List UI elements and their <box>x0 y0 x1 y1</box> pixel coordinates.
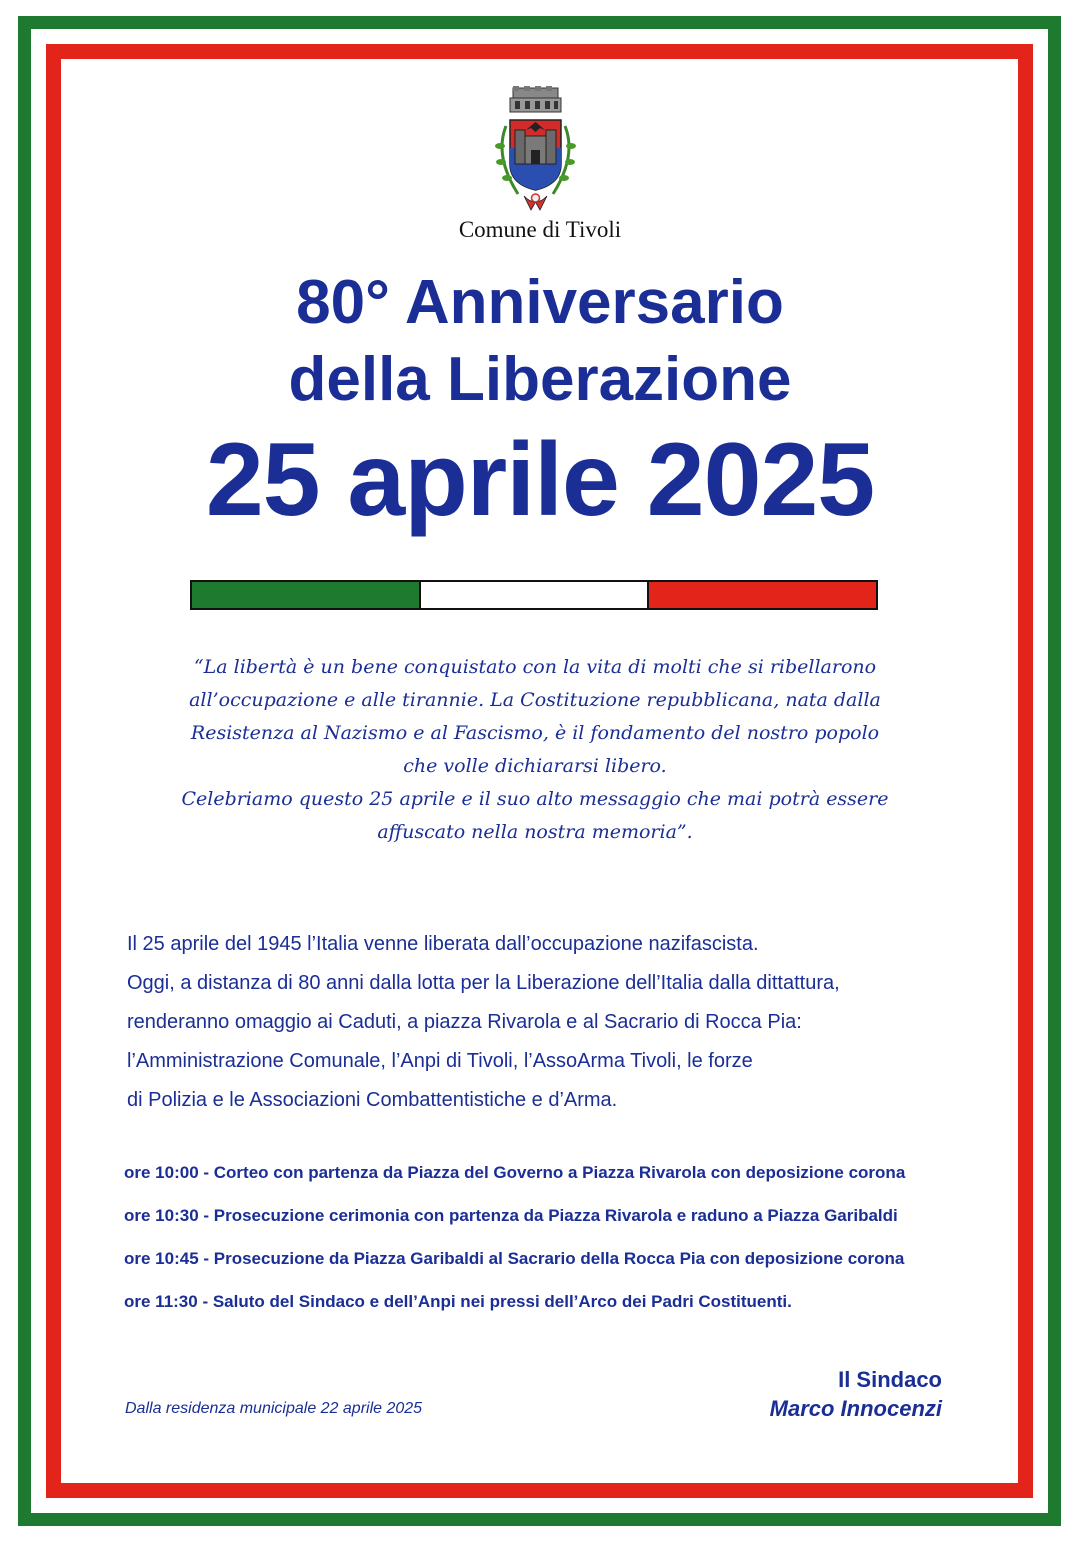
coat-of-arms-icon <box>488 86 583 216</box>
schedule-item: ore 10:00 - Corteo con partenza da Piazza del Governo a Piazza Rivarola con deposizione corona <box>124 1163 906 1182</box>
body-line: di Polizia e le Associazioni Combattentistiche e d’Arma. <box>127 1089 618 1111</box>
quote-line: Celebriamo questo 25 aprile e il suo alto messaggio che mai potrà essere <box>181 788 889 810</box>
signature-name: Marco Innocenzi <box>769 1396 942 1421</box>
schedule-item: ore 10:30 - Prosecuzione cerimonia con partenza da Piazza Rivarola e raduno a Piazza Garibaldi <box>124 1206 898 1225</box>
flag-white-band <box>419 582 650 608</box>
announcement-body <box>127 925 945 1120</box>
issue-date: Dalla residenza municipale 22 aprile 2025 <box>125 1400 423 1417</box>
italian-flag-bar <box>190 580 878 610</box>
body-line: Oggi, a distanza di 80 anni dalla lotta per la Liberazione dell’Italia dalla dittattura, <box>127 972 840 994</box>
signature-title: Il Sindaco <box>838 1367 942 1392</box>
quote-line: affuscato nella nostra memoria”. <box>377 821 693 843</box>
body-line: renderanno omaggio ai Caduti, a piazza Rivarola e al Sacrario di Rocca Pia: <box>127 1011 802 1033</box>
event-date: 25 aprile 2025 <box>205 422 875 538</box>
municipality-name: Comune di Tivoli <box>458 217 622 242</box>
quote-line: all’occupazione e alle tirannie. La Costituzione repubblicana, nata dalla <box>189 689 881 711</box>
quote-line: Resistenza al Nazismo e al Fascismo, è il fondamento del nostro popolo <box>190 722 880 744</box>
event-schedule <box>124 1160 954 1332</box>
body-line: l’Amministrazione Comunale, l’Anpi di Tivoli, l’AssoArma Tivoli, le forze <box>127 1050 753 1072</box>
schedule-item: ore 10:45 - Prosecuzione da Piazza Garibaldi al Sacrario della Rocca Pia con deposizione corona <box>124 1249 905 1268</box>
title-line2: della Liberazione <box>288 345 792 414</box>
flag-green-band <box>192 582 419 608</box>
quote-line: “La libertà è un bene conquistato con la vita di molti che si ribellarono <box>193 656 877 678</box>
title-line1: 80° Anniversario <box>296 268 784 337</box>
body-line: Il 25 aprile del 1945 l’Italia venne liberata dall’occupazione nazifascista. <box>127 933 759 955</box>
flag-red-band <box>649 582 876 608</box>
quote-block <box>160 651 910 849</box>
schedule-item: ore 11:30 - Saluto del Sindaco e dell’Anpi nei pressi dell’Arco dei Padri Costituenti. <box>124 1292 792 1311</box>
quote-line: che volle dichiararsi libero. <box>403 755 667 777</box>
